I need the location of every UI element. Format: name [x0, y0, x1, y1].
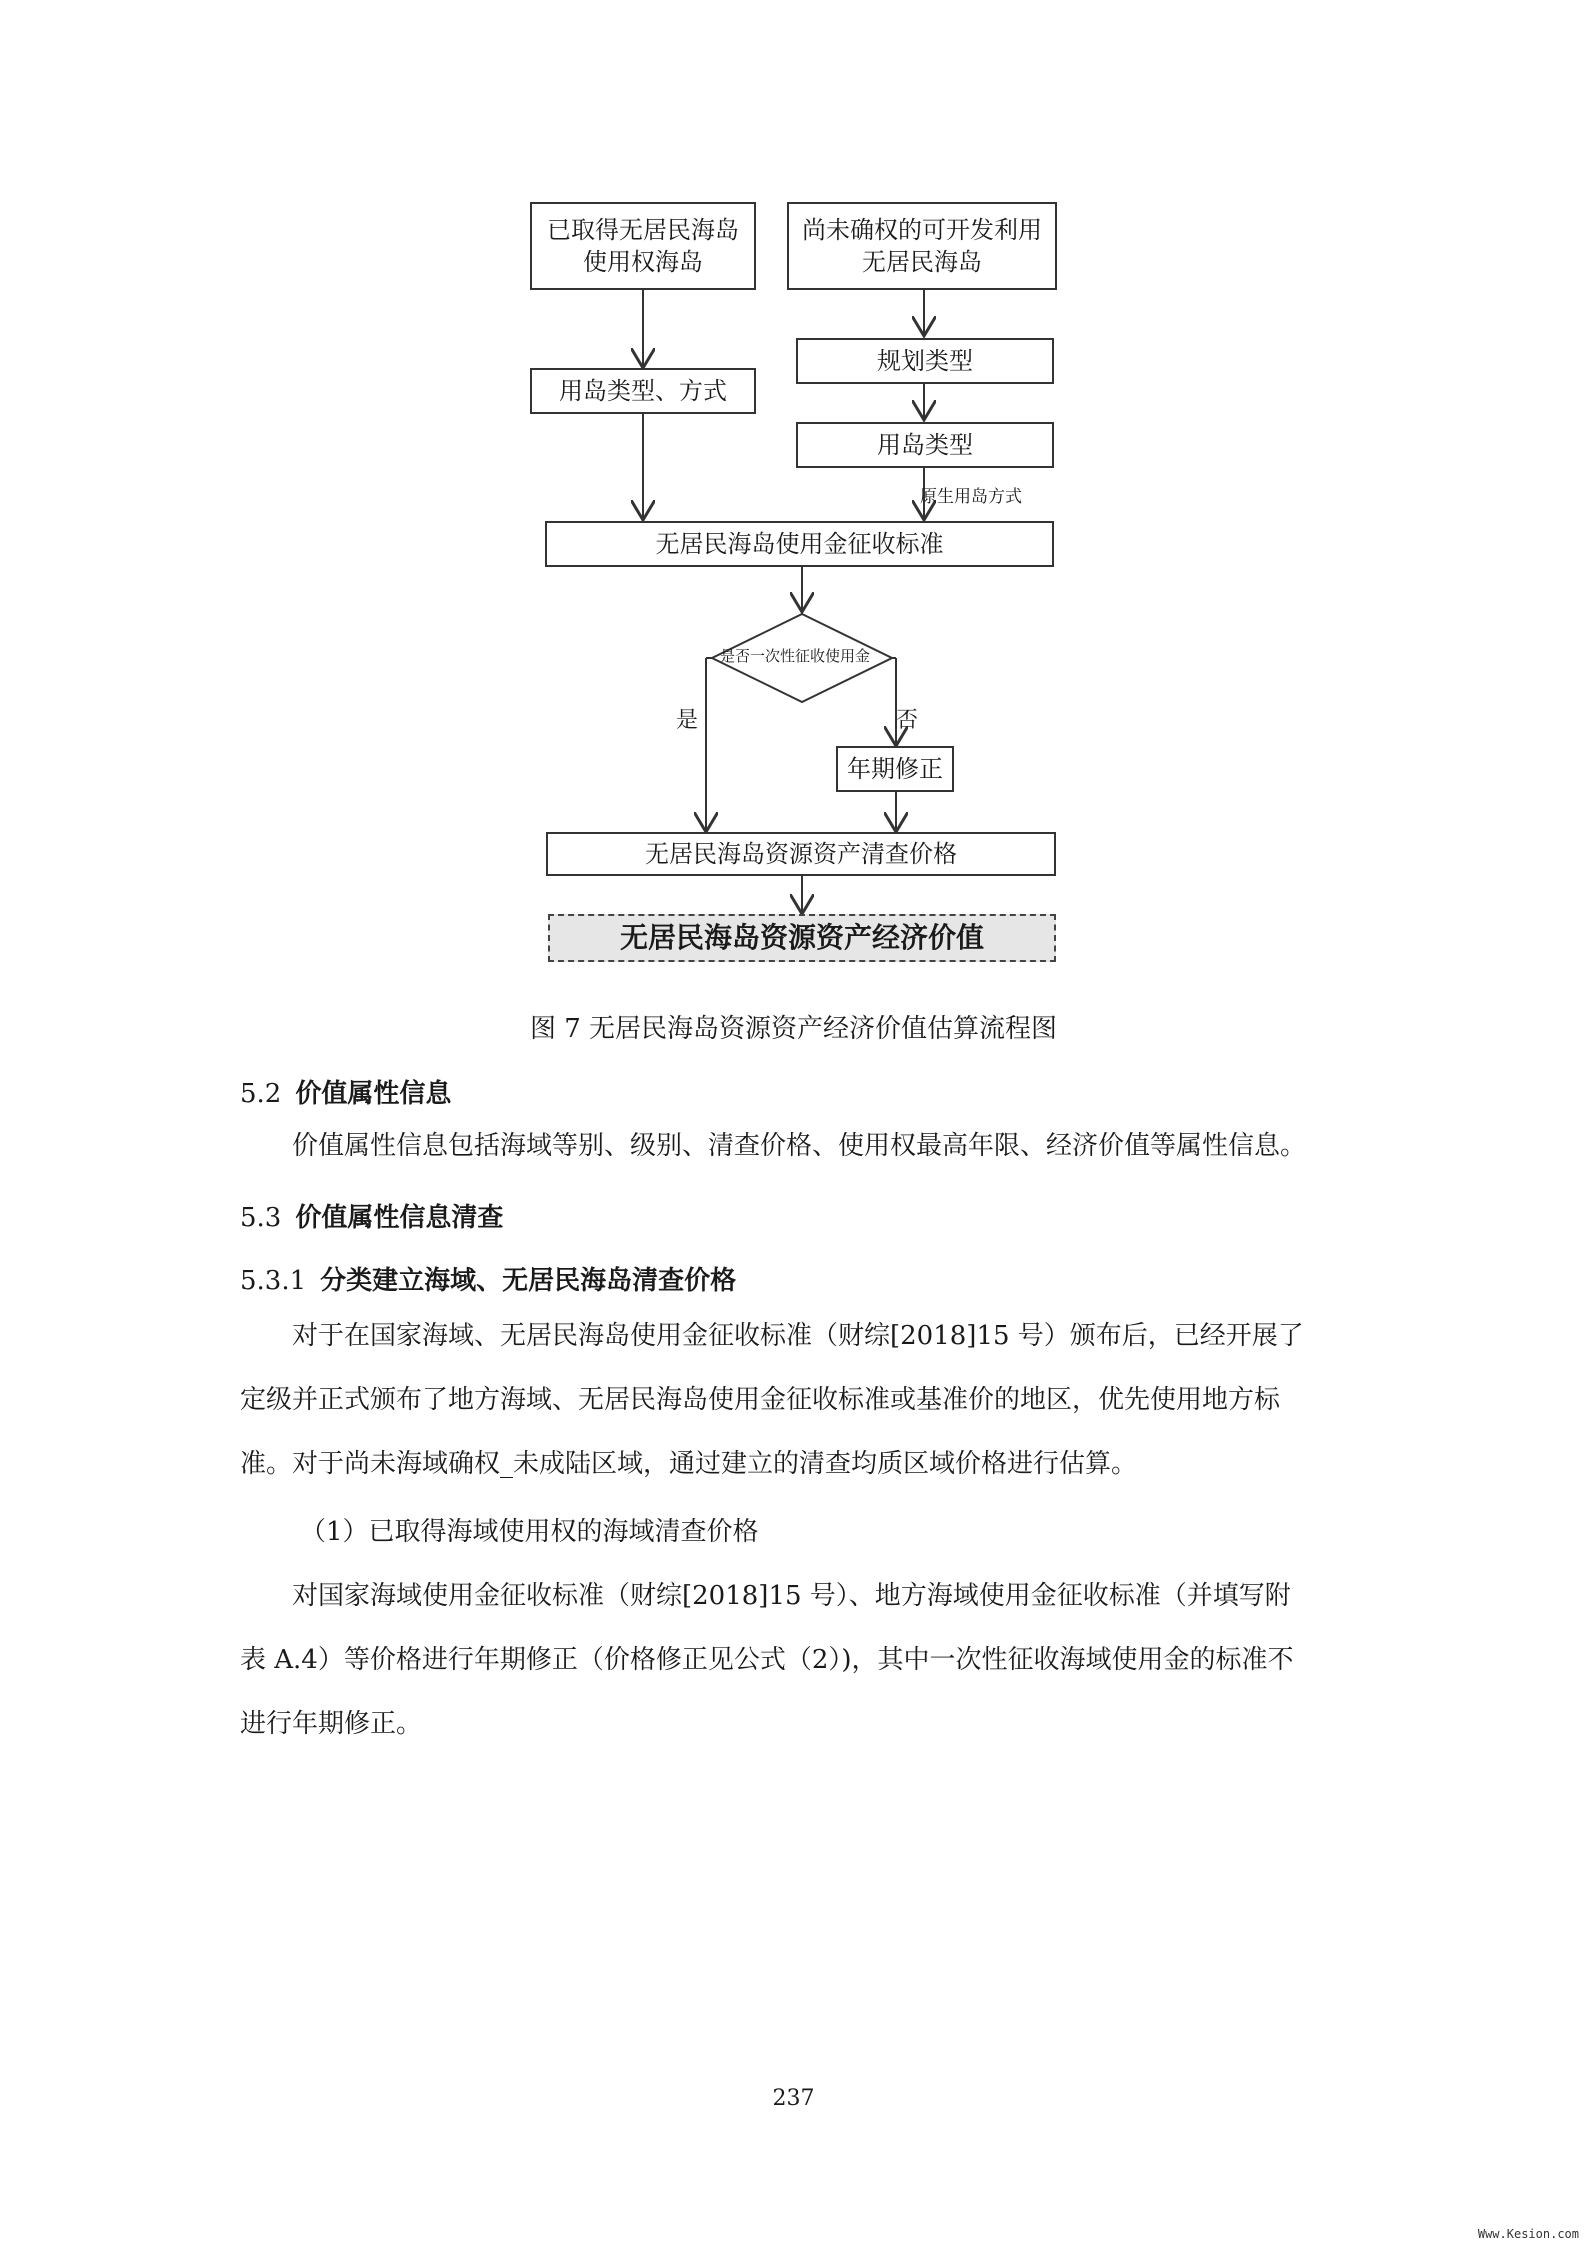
- box-island-type: 用岛类型: [796, 422, 1054, 468]
- box-economic-value: 无居民海岛资源资产经济价值: [548, 914, 1056, 962]
- flowchart: [0, 0, 1587, 1000]
- section-number: 5.3: [240, 1203, 282, 1233]
- section-number: 5.3.1: [240, 1266, 307, 1296]
- box-collection-standard: 无居民海岛使用金征收标准: [545, 521, 1054, 567]
- section-5-3-heading: [240, 1197, 503, 1234]
- paragraph: 价值属性信息包括海域等别、级别、清查价格、使用权最高年限、经济价值等属性信息。: [292, 1131, 1307, 1161]
- paragraph-line: 对国家海域使用金征收标准（财综[2018]15 号）、地方海域使用金征收标准（并填写附: [292, 1581, 1291, 1611]
- section-5-2-body: [240, 1114, 1350, 1178]
- section-5-3-1-body: [240, 1304, 1350, 1496]
- paragraph-line: 定级并正式颁布了地方海域、无居民海岛使用金征收标准或基准价的地区，优先使用地方标: [240, 1385, 1281, 1415]
- paragraph-line: 准。对于尚未海域确权_未成陆区域，通过建立的清查均质区域价格进行估算。: [240, 1449, 1138, 1479]
- section-number: 5.2: [240, 1079, 282, 1109]
- section-title: 价值属性信息: [295, 1079, 452, 1109]
- paragraph-line: 进行年期修正。: [240, 1709, 423, 1739]
- decision-text: 是否一次性征收使用金: [720, 647, 871, 665]
- label-native-method: 原生用岛方式: [920, 487, 1022, 507]
- item-1-title: [240, 1500, 1350, 1564]
- item-title: （1）已取得海域使用权的海域清查价格: [300, 1517, 759, 1547]
- label-yes: 是: [676, 708, 699, 733]
- box-inventory-price: 无居民海岛资源资产清查价格: [546, 832, 1056, 876]
- page-number: 237: [772, 2086, 815, 2111]
- item-1-body: [240, 1564, 1350, 1756]
- section-5-3-1-heading: [240, 1260, 736, 1297]
- figure-caption: 图 7 无居民海岛资源资产经济价值估算流程图: [529, 1014, 1058, 1044]
- label-no: 否: [896, 708, 919, 733]
- section-title: 分类建立海域、无居民海岛清查价格: [320, 1266, 737, 1296]
- section-title: 价值属性信息清查: [295, 1203, 504, 1233]
- box-planning-type: 规划类型: [796, 338, 1054, 384]
- site-watermark: Www.Kesion.com: [1477, 2227, 1579, 2241]
- box-acquired-island: 已取得无居民海岛 使用权海岛: [530, 202, 756, 290]
- box-island-type-method: 用岛类型、方式: [530, 368, 756, 414]
- box-unconfirmed-island: 尚未确权的可开发利用 无居民海岛: [787, 202, 1057, 290]
- section-5-2-heading: [240, 1073, 451, 1110]
- paragraph-line: 对于在国家海域、无居民海岛使用金征收标准（财综[2018]15 号）颁布后，已经开展了: [292, 1321, 1304, 1351]
- box-term-correction: 年期修正: [836, 746, 954, 792]
- paragraph-line: 表 A.4）等价格进行年期修正（价格修正见公式（2）)，其中一次性征收海域使用金的标准不: [240, 1645, 1294, 1675]
